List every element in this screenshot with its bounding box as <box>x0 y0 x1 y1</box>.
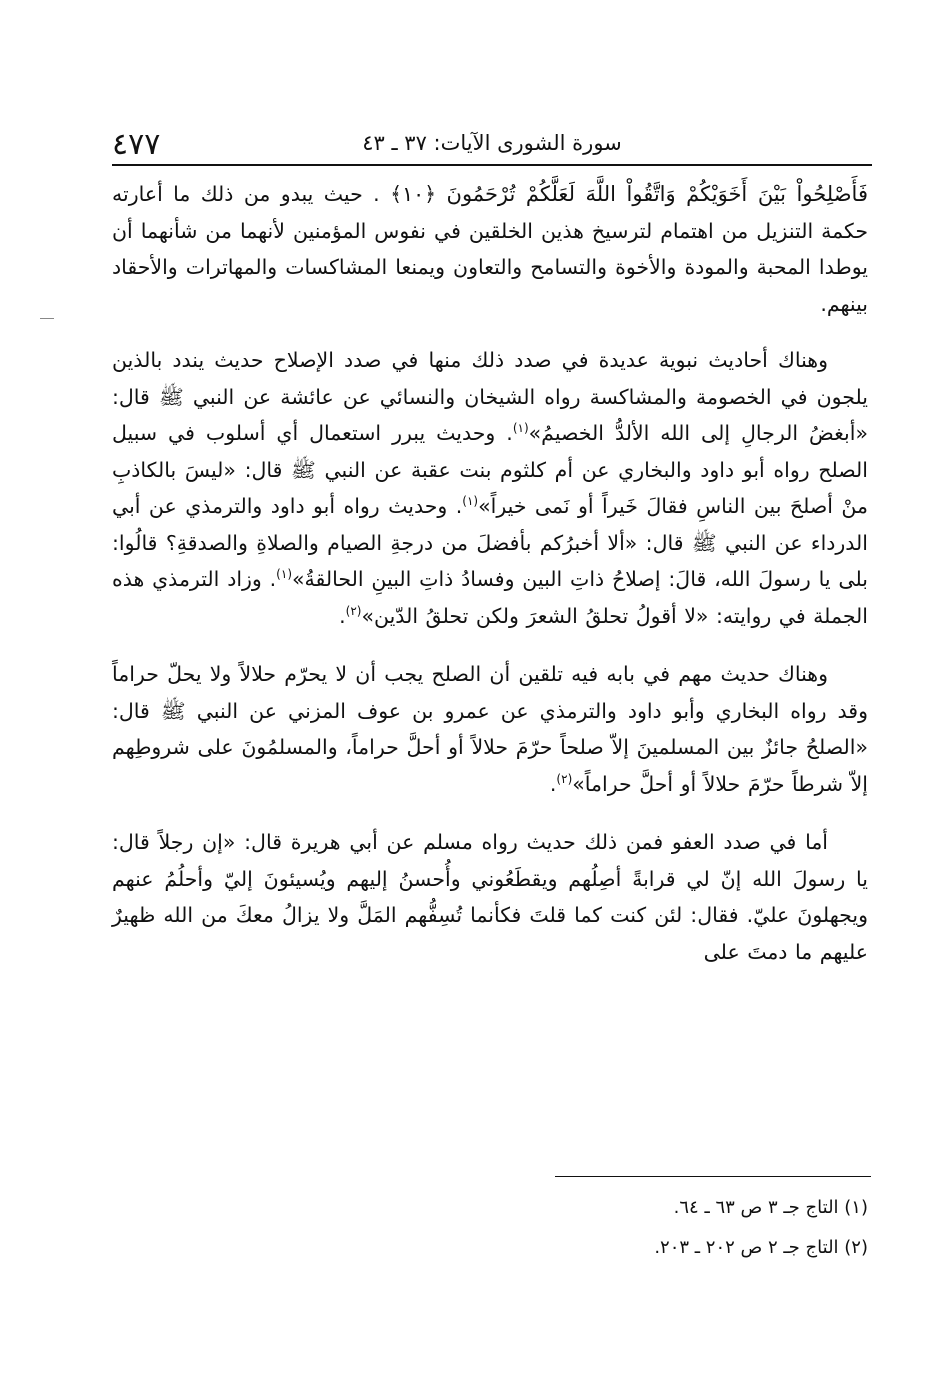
header-title: سورة الشورى الآيات: ٣٧ ـ ٤٣ <box>362 131 622 155</box>
paragraph-3-part-b: . <box>549 771 557 796</box>
verse-number-mark: ﴿١٠﴾ <box>390 182 437 206</box>
paragraph-2-part-c: . وحديث رواه أبو داود والترمذي عن أبي الدرداء عن النبي ﷺ قال: «ألا أخبرُكم بأفضلَ من درجةِ الصيام والصلاةِ والصدقةِ؟ قالُوا: بلى يا رسولَ الله، قالَ: إصلاحُ ذاتِ البين وفسادُ ذاتِ البينِ الحالقةُ» <box>112 494 868 591</box>
quran-verse: فَأَصْلِحُواْ بَيْنَ أَخَوَيْكُمْ وَاتَّقُواْ اللَّهَ لَعَلَّكُمْ تُرْحَمُونَ <box>446 182 868 206</box>
footnote-ref: (١) <box>512 421 529 436</box>
footnote-ref: (١) <box>276 567 292 582</box>
footnote-1: (١) التاج جـ ٣ ص ٦٣ ـ ٦٤. <box>673 1197 868 1218</box>
footnote-rule <box>555 1176 871 1177</box>
footnotes <box>112 1188 868 1268</box>
footnote-ref: (٢) <box>345 603 362 618</box>
footnote-ref: (٢) <box>556 771 573 786</box>
main-text <box>112 176 868 970</box>
paragraph-2-part-b: . وحديث يبرر استعمال أي أسلوب في سبيل الصلح رواه أبو داود والبخاري عن أم كلثوم بنت عقبة عن النبي ﷺ قال: «ليسَ بالكاذبِ منْ أصلحَ بين الناسِ فقالَ خَيراً أو نَمى خيراً» <box>112 421 868 518</box>
paragraph-2 <box>112 342 868 634</box>
paragraph-2-part-d: . وزاد الترمذي هذه الجملة في روايته: «لا أقولُ تحلقُ الشعرَ ولكن تحلقُ الدّين» <box>112 567 868 628</box>
footnote-2: (٢) التاج جـ ٢ ص ٢٠٢ ـ ٢٠٣. <box>654 1237 868 1258</box>
paragraph-1-text: . حيث يبدو من ذلك ما أعارته حكمة التنزيل من اهتمام لترسيخ هذين الخلقين في نفوس المؤمنين لأنهما من شأنهما أن يوطدا المحبة والمودة والأخوة والتسامح والتعاون ويمنعا المشاكسات والمهاترات والأحقاد بينهم. <box>112 182 868 316</box>
margin-mark <box>40 318 54 319</box>
paragraph-3-part-a: وهناك حديث مهم في بابه فيه تلقين أن الصلح يجب أن لا يحرّم حلالاً ولا يحلّ حراماً وقد رواه البخاري وأبو داود والترمذي عن عمرو بن عوف المزني عن النبي ﷺ قال: «الصلحُ جائزٌ بين المسلمينَ إلاّ صلحاً حرّمَ حلالاً أو أحلَّ حراماً، والمسلمُونَ على شروطِهم إلاّ شرطاً حرّمَ حلالاً أو أحلَّ حراماً» <box>112 662 868 796</box>
paragraph-1 <box>112 176 868 322</box>
header-rule <box>112 164 872 166</box>
footnote-ref: (١) <box>462 494 479 509</box>
paragraph-4: أما في صدد العفو فمن ذلك حديث رواه مسلم عن أبي هريرة قال: «إن رجلاً قال: يا رسولَ الله إنّ لي قرابةً أصِلُهم ويقطَعُوني وأُحسنُ إليهم ويُسيئونَ إليّ وأحلُمُ عنهم ويجهلونَ عليّ. فقال: لئن كنت كما قلتَ فكأنما تُسِفُّهم المَلَّ ولا يزالُ معكَ من الله ظهيرٌ عليهم ما دمتَ على <box>112 830 868 964</box>
paragraph-3 <box>112 656 868 802</box>
paragraph-2-part-a: وهناك أحاديث نبوية عديدة في صدد ذلك منها في صدد الإصلاح حديث يندد بالذين يلجون في الخصومة والمشاكسة رواه الشيخان والنسائي عن عائشة عن النبي ﷺ قال: «أبغضُ الرجالِ إلى الله الألدُّ الخصيمُ» <box>112 348 868 445</box>
page-number: ٤٧٧ <box>112 127 161 162</box>
paragraph-2-part-e: . <box>339 603 346 628</box>
